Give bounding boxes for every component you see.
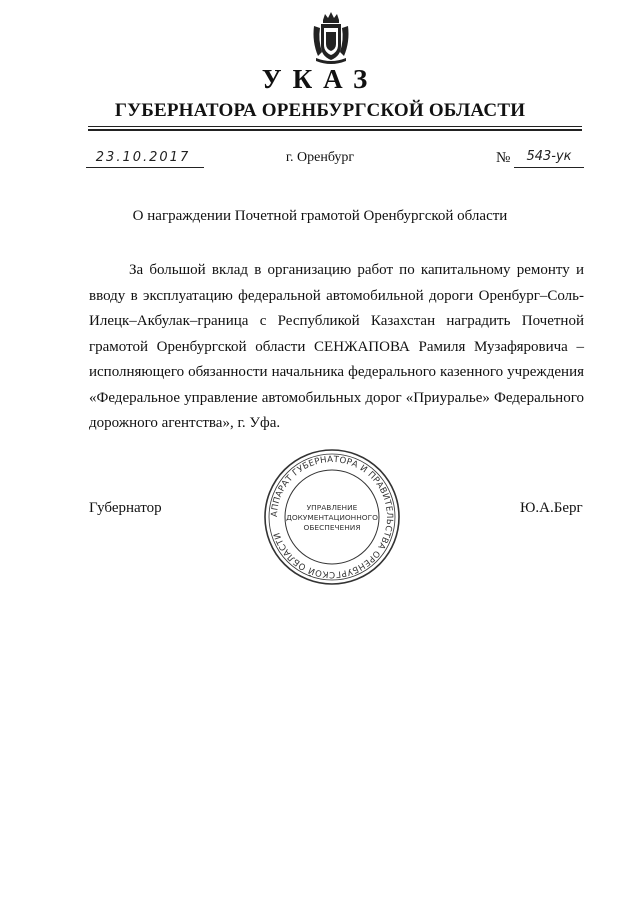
decree-date: 23.10.2017 bbox=[95, 150, 191, 165]
document-title: УКАЗ bbox=[261, 64, 379, 94]
number-label: № bbox=[496, 150, 511, 166]
coat-of-arms-icon bbox=[310, 12, 352, 64]
number-underline bbox=[514, 167, 584, 168]
signer-name: Ю.А.Берг bbox=[520, 500, 583, 516]
stamp-ring-text: АППАРАТ ГУБЕРНАТОРА И ПРАВИТЕЛЬСТВА ОРЕНБУРГСКОЙ ОБЛАСТИ bbox=[269, 454, 395, 580]
decree-number: 543-ук bbox=[526, 149, 572, 164]
official-stamp bbox=[262, 447, 402, 587]
stamp-line-3: ОБЕСПЕЧЕНИЯ bbox=[303, 523, 361, 532]
header-rule-thick bbox=[88, 129, 582, 131]
issuer-title: ГУБЕРНАТОРА ОРЕНБУРГСКОЙ ОБЛАСТИ bbox=[114, 100, 526, 121]
signer-position: Губернатор bbox=[89, 500, 162, 516]
stamp-line-1: УПРАВЛЕНИЕ bbox=[306, 503, 358, 512]
decree-body: За большой вклад в организацию работ по капитальному ремонту и вводу в эксплуатацию федеральной автомобильной дороги Оренбург–Соль-Илецк–Акбулак–граница с Республикой Казахстан наградить Почетной грамотой Оренбургской области СЕНЖАПОВА Рамиля Музафяровича – исполняющего обязанности начальника федерального казенного учреждения «Федеральное управление автомобильных дорог «Приуралье» Федерального дорожного агентства», г. Уфа. bbox=[89, 262, 584, 431]
decree-heading: О награждении Почетной грамотой Оренбургской области bbox=[132, 208, 508, 224]
header-rule bbox=[88, 126, 582, 127]
date-underline bbox=[86, 167, 204, 168]
stamp-seal bbox=[262, 447, 402, 587]
stamp-line-2: ДОКУМЕНТАЦИОННОГО bbox=[286, 513, 378, 522]
decree-city: г. Оренбург bbox=[285, 150, 355, 165]
